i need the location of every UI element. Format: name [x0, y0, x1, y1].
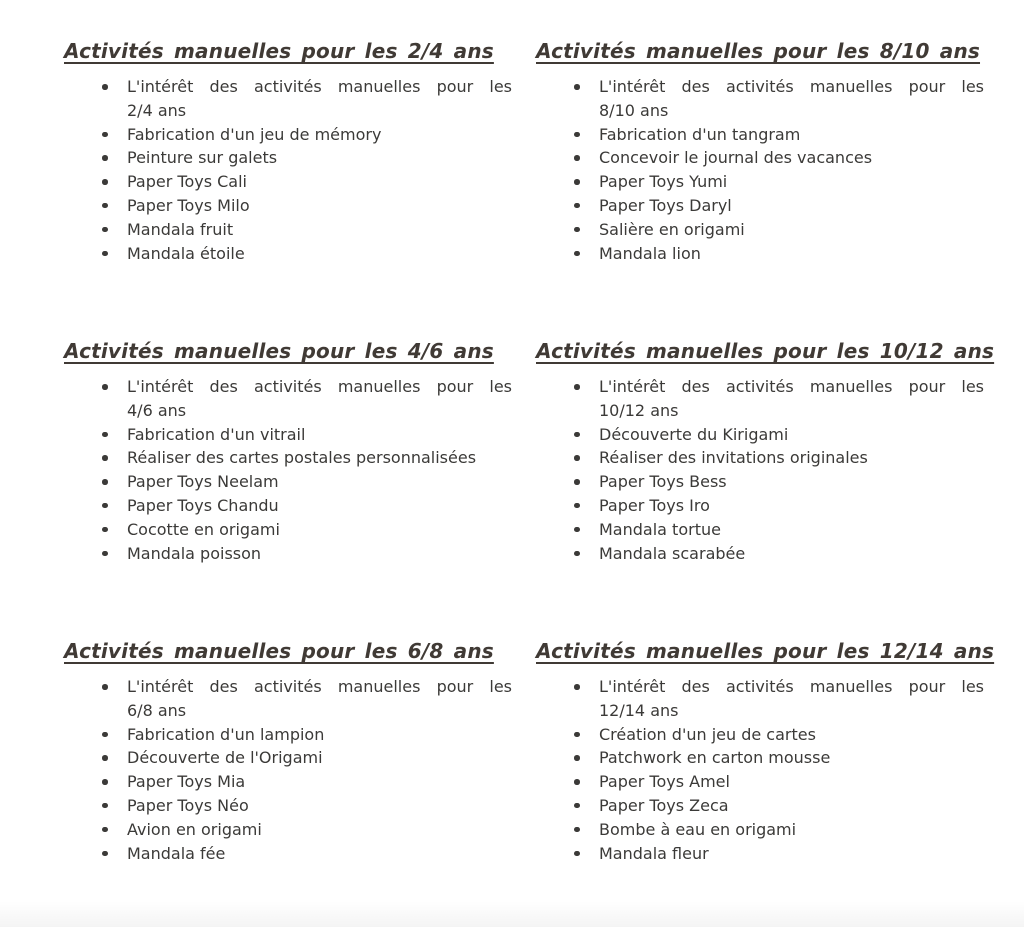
lead-line-2: 12/14 ans: [599, 700, 679, 720]
list-item: Réaliser des cartes postales personnalisées: [64, 446, 512, 470]
lead-line-2: 6/8 ans: [127, 700, 187, 720]
list-item: Mandala tortue: [536, 518, 984, 542]
section-activites-10-12: [536, 336, 995, 636]
lead-line-2: 8/10 ans: [599, 100, 669, 120]
section-activites-6-8: [64, 636, 512, 936]
sections-grid: [64, 36, 995, 936]
section-list-12-14: [536, 675, 984, 865]
section-activites-2-4: [64, 36, 512, 336]
list-item: Mandala fleur: [536, 842, 984, 866]
list-item: Paper Toys Yumi: [536, 170, 984, 194]
lead-line-2: 10/12 ans: [599, 400, 679, 420]
list-item: Mandala fée: [64, 842, 512, 866]
list-item: [64, 75, 512, 123]
list-item: Paper Toys Cali: [64, 170, 512, 194]
lead-line-2: 4/6 ans: [127, 400, 187, 420]
list-item: Mandala lion: [536, 242, 984, 266]
list-item: [64, 375, 512, 423]
section-title-10-12: Activités manuelles pour les 10/12 ans: [536, 339, 995, 363]
lead-line-1: L'intérêt des activités manuelles pour les: [599, 677, 984, 696]
list-item: [536, 675, 984, 723]
lead-line-1: L'intérêt des activités manuelles pour les: [127, 77, 512, 96]
section-title-4-6: Activités manuelles pour les 4/6 ans: [64, 339, 494, 363]
list-item: [64, 675, 512, 723]
list-item: Paper Toys Chandu: [64, 494, 512, 518]
lead-line-1: L'intérêt des activités manuelles pour les: [599, 77, 984, 96]
list-item: Paper Toys Neelam: [64, 470, 512, 494]
section-list-10-12: [536, 375, 984, 565]
list-item: [536, 75, 984, 123]
lead-line-2: 2/4 ans: [127, 100, 187, 120]
section-title-12-14: Activités manuelles pour les 12/14 ans: [536, 639, 995, 663]
section-list-4-6: [64, 375, 512, 565]
section-activites-8-10: [536, 36, 984, 336]
list-item: Mandala étoile: [64, 242, 512, 266]
lead-line-1: L'intérêt des activités manuelles pour les: [127, 377, 512, 396]
list-item: Paper Toys Amel: [536, 770, 984, 794]
list-item: [536, 375, 984, 423]
list-item: Fabrication d'un jeu de mémory: [64, 123, 512, 147]
list-item: Cocotte en origami: [64, 518, 512, 542]
list-item: Fabrication d'un vitrail: [64, 423, 512, 447]
section-list-2-4: [64, 75, 512, 265]
list-item: Peinture sur galets: [64, 146, 512, 170]
list-item: Paper Toys Zeca: [536, 794, 984, 818]
list-item: Concevoir le journal des vacances: [536, 146, 984, 170]
section-activites-12-14: [536, 636, 995, 936]
lead-line-1: L'intérêt des activités manuelles pour les: [599, 377, 984, 396]
list-item: Paper Toys Daryl: [536, 194, 984, 218]
list-item: Patchwork en carton mousse: [536, 746, 984, 770]
section-list-8-10: [536, 75, 984, 265]
list-item: Paper Toys Iro: [536, 494, 984, 518]
list-item: Fabrication d'un lampion: [64, 723, 512, 747]
list-item: Découverte du Kirigami: [536, 423, 984, 447]
section-title-6-8: Activités manuelles pour les 6/8 ans: [64, 639, 494, 663]
list-item: Paper Toys Milo: [64, 194, 512, 218]
list-item: Mandala fruit: [64, 218, 512, 242]
list-item: Salière en origami: [536, 218, 984, 242]
section-title-2-4: Activités manuelles pour les 2/4 ans: [64, 39, 494, 63]
list-item: Mandala scarabée: [536, 542, 984, 566]
list-item: Paper Toys Néo: [64, 794, 512, 818]
lead-line-1: L'intérêt des activités manuelles pour les: [127, 677, 512, 696]
list-item: Réaliser des invitations originales: [536, 446, 984, 470]
section-title-8-10: Activités manuelles pour les 8/10 ans: [536, 39, 981, 63]
list-item: Avion en origami: [64, 818, 512, 842]
section-activites-4-6: [64, 336, 512, 636]
list-item: Bombe à eau en origami: [536, 818, 984, 842]
section-list-6-8: [64, 675, 512, 865]
list-item: Paper Toys Bess: [536, 470, 984, 494]
list-item: Découverte de l'Origami: [64, 746, 512, 770]
list-item: Création d'un jeu de cartes: [536, 723, 984, 747]
list-item: Fabrication d'un tangram: [536, 123, 984, 147]
list-item: Mandala poisson: [64, 542, 512, 566]
list-item: Paper Toys Mia: [64, 770, 512, 794]
